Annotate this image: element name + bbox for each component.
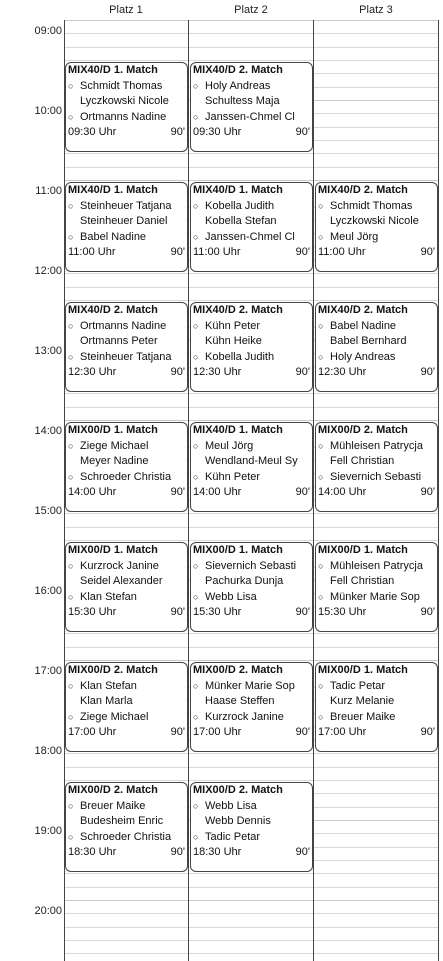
grid-line <box>64 900 439 901</box>
match-card[interactable] <box>65 302 188 392</box>
grid-line <box>64 47 439 48</box>
grid-line <box>64 167 439 168</box>
time-label: 14:00 <box>34 425 62 437</box>
player-name: Tadic Petar <box>330 679 386 692</box>
time-label: 11:00 <box>35 185 62 197</box>
time-label: 09:00 <box>34 25 62 37</box>
match-card[interactable] <box>315 542 438 632</box>
circle-icon: ○ <box>68 440 74 451</box>
match-card[interactable] <box>190 182 313 272</box>
circle-icon: ○ <box>68 231 74 242</box>
grid-line <box>64 940 439 941</box>
umpire-name: Janssen-Chmel Cl <box>205 230 295 243</box>
match-start-time: 12:30 Uhr <box>193 366 242 379</box>
circle-icon: ○ <box>68 711 74 722</box>
match-start-time: 09:30 Uhr <box>68 126 117 139</box>
time-label: 15:00 <box>34 505 62 517</box>
match-start-time: 17:00 Uhr <box>193 726 242 739</box>
match-title: MIX00/D 1. Match <box>318 544 408 556</box>
player-1 <box>318 319 435 335</box>
court-header-3: Platz 3 <box>359 4 393 16</box>
match-title: MIX00/D 1. Match <box>318 664 408 676</box>
match-duration: 90' <box>170 846 185 859</box>
grid-line <box>64 767 439 768</box>
player-2: Klan Marla <box>80 695 133 708</box>
grid-line <box>64 393 439 394</box>
match-duration: 90' <box>170 486 185 499</box>
match-card[interactable] <box>190 422 313 512</box>
player-name: Webb Lisa <box>205 799 257 812</box>
player-2: Seidel Alexander <box>80 575 163 588</box>
match-duration: 90' <box>295 366 310 379</box>
player-2: Babel Bernhard <box>330 335 407 348</box>
player-1 <box>68 679 185 695</box>
umpire <box>68 830 185 846</box>
umpire-name: Holy Andreas <box>330 350 396 363</box>
player-1 <box>193 319 310 335</box>
match-duration: 90' <box>170 366 185 379</box>
circle-icon: ○ <box>193 231 199 242</box>
umpire-name: Babel Nadine <box>80 230 147 243</box>
player-2: Budesheim Enric <box>80 815 164 828</box>
player-name: Ortmanns Nadine <box>80 319 167 332</box>
grid-line <box>64 20 439 21</box>
match-title: MIX00/D 2. Match <box>318 424 408 436</box>
umpire-name: Steinheuer Tatjana <box>80 350 172 363</box>
circle-icon: ○ <box>193 80 199 91</box>
grid-line <box>64 927 439 928</box>
grid-line <box>64 420 439 421</box>
circle-icon: ○ <box>68 200 74 211</box>
umpire <box>193 470 310 486</box>
circle-icon: ○ <box>193 800 199 811</box>
match-duration: 90' <box>420 606 435 619</box>
grid-line <box>64 660 439 661</box>
grid-line <box>64 180 439 181</box>
match-start-time: 17:00 Uhr <box>318 726 367 739</box>
match-start-time: 12:30 Uhr <box>68 366 117 379</box>
match-start-time: 17:00 Uhr <box>68 726 117 739</box>
player-2: Meyer Nadine <box>80 455 149 468</box>
umpire-name: Ziege Michael <box>80 710 149 723</box>
umpire <box>68 350 185 366</box>
umpire-name: Sievernich Sebasti <box>330 470 422 483</box>
circle-icon: ○ <box>68 320 74 331</box>
player-2: Steinheuer Daniel <box>80 215 168 228</box>
circle-icon: ○ <box>193 111 199 122</box>
match-card[interactable] <box>65 782 188 872</box>
match-duration: 90' <box>420 246 435 259</box>
column-divider <box>438 20 439 961</box>
grid-line <box>64 33 439 34</box>
match-duration: 90' <box>295 486 310 499</box>
player-name: Mühleisen Patrycja <box>330 439 423 452</box>
player-name: Ziege Michael <box>80 439 149 452</box>
player-1 <box>193 679 310 695</box>
match-title: MIX40/D 2. Match <box>193 64 283 76</box>
player-name: Sievernich Sebasti <box>205 559 297 572</box>
match-duration: 90' <box>295 606 310 619</box>
column-divider <box>313 20 314 961</box>
match-start-time: 18:30 Uhr <box>193 846 242 859</box>
match-card[interactable] <box>315 662 438 752</box>
match-title: MIX00/D 1. Match <box>193 544 283 556</box>
circle-icon: ○ <box>193 320 199 331</box>
player-name: Meul Jörg <box>205 439 254 452</box>
grid-line <box>64 873 439 874</box>
match-start-time: 15:30 Uhr <box>318 606 367 619</box>
match-title: MIX00/D 1. Match <box>68 544 158 556</box>
player-name: Kurzrock Janine <box>80 559 159 572</box>
player-2: Ortmanns Peter <box>80 335 158 348</box>
time-label: 16:00 <box>34 585 62 597</box>
match-duration: 90' <box>170 126 185 139</box>
match-title: MIX40/D 1. Match <box>193 424 283 436</box>
grid-line <box>64 913 439 914</box>
grid-line <box>64 887 439 888</box>
circle-icon: ○ <box>193 471 199 482</box>
umpire-name: Schroeder Christia <box>80 470 172 483</box>
umpire-name: Kühn Peter <box>205 470 261 483</box>
circle-icon: ○ <box>68 80 74 91</box>
umpire <box>68 230 185 246</box>
match-start-time: 14:00 Uhr <box>193 486 242 499</box>
player-1 <box>318 679 435 695</box>
player-1 <box>193 199 310 215</box>
player-2: Haase Steffen <box>205 695 275 708</box>
umpire-name: Breuer Maike <box>330 710 396 723</box>
player-2: Pachurka Dunja <box>205 575 284 588</box>
umpire <box>318 470 435 486</box>
umpire <box>193 110 310 126</box>
circle-icon: ○ <box>318 440 324 451</box>
circle-icon: ○ <box>193 680 199 691</box>
match-title: MIX40/D 2. Match <box>68 304 158 316</box>
match-start-time: 18:30 Uhr <box>68 846 117 859</box>
umpire <box>193 830 310 846</box>
player-2: Kobella Stefan <box>205 215 277 228</box>
grid-line <box>64 153 439 154</box>
player-1 <box>68 559 185 575</box>
match-title: MIX00/D 2. Match <box>193 784 283 796</box>
circle-icon: ○ <box>318 560 324 571</box>
time-label: 20:00 <box>34 905 62 917</box>
time-label: 19:00 <box>34 825 62 837</box>
player-name: Steinheuer Tatjana <box>80 199 172 212</box>
umpire-name: Münker Marie Sop <box>330 590 420 603</box>
match-start-time: 12:30 Uhr <box>318 366 367 379</box>
match-title: MIX00/D 2. Match <box>193 664 283 676</box>
match-card[interactable] <box>190 542 313 632</box>
grid-line <box>64 540 439 541</box>
umpire <box>318 350 435 366</box>
grid-line <box>64 953 439 954</box>
match-start-time: 14:00 Uhr <box>318 486 367 499</box>
time-label: 13:00 <box>34 345 62 357</box>
player-1 <box>68 439 185 455</box>
court-header-1: Platz 1 <box>109 4 143 16</box>
circle-icon: ○ <box>318 200 324 211</box>
player-2: Kühn Heike <box>205 335 262 348</box>
match-duration: 90' <box>170 726 185 739</box>
umpire-name: Schroeder Christia <box>80 830 172 843</box>
match-duration: 90' <box>295 726 310 739</box>
match-card[interactable] <box>315 182 438 272</box>
grid-line <box>64 407 439 408</box>
player-name: Breuer Maike <box>80 799 146 812</box>
match-duration: 90' <box>295 246 310 259</box>
player-2: Fell Christian <box>330 575 395 588</box>
match-title: MIX40/D 2. Match <box>318 184 408 196</box>
player-name: Babel Nadine <box>330 319 397 332</box>
match-duration: 90' <box>295 126 310 139</box>
match-duration: 90' <box>420 366 435 379</box>
player-1 <box>193 79 310 95</box>
player-name: Klan Stefan <box>80 679 137 692</box>
time-label: 18:00 <box>34 745 62 757</box>
match-card[interactable] <box>315 302 438 392</box>
circle-icon: ○ <box>68 680 74 691</box>
umpire <box>68 710 185 726</box>
match-duration: 90' <box>170 246 185 259</box>
grid-line <box>64 647 439 648</box>
umpire <box>68 590 185 606</box>
player-1 <box>193 559 310 575</box>
player-1 <box>68 79 185 95</box>
umpire <box>193 590 310 606</box>
umpire <box>193 230 310 246</box>
time-label: 17:00 <box>34 665 62 677</box>
grid-line <box>64 633 439 634</box>
player-1 <box>318 199 435 215</box>
match-duration: 90' <box>420 486 435 499</box>
time-label: 12:00 <box>34 265 62 277</box>
grid-line <box>64 513 439 514</box>
match-duration: 90' <box>295 846 310 859</box>
circle-icon: ○ <box>193 591 199 602</box>
umpire-name: Klan Stefan <box>80 590 137 603</box>
umpire <box>318 590 435 606</box>
circle-icon: ○ <box>193 440 199 451</box>
umpire-name: Webb Lisa <box>205 590 257 603</box>
match-title: MIX00/D 2. Match <box>68 664 158 676</box>
grid-line <box>64 273 439 274</box>
circle-icon: ○ <box>318 711 324 722</box>
match-start-time: 11:00 Uhr <box>68 246 116 259</box>
match-duration: 90' <box>170 606 185 619</box>
time-label: 10:00 <box>34 105 62 117</box>
circle-icon: ○ <box>68 831 74 842</box>
match-card[interactable] <box>65 542 188 632</box>
player-name: Münker Marie Sop <box>205 679 295 692</box>
circle-icon: ○ <box>193 351 199 362</box>
player-1 <box>318 559 435 575</box>
match-start-time: 11:00 Uhr <box>318 246 366 259</box>
umpire-name: Meul Jörg <box>330 230 379 243</box>
player-1 <box>68 199 185 215</box>
player-name: Schmidt Thomas <box>330 199 413 212</box>
match-title: MIX40/D 1. Match <box>68 64 158 76</box>
match-title: MIX40/D 2. Match <box>193 304 283 316</box>
circle-icon: ○ <box>68 471 74 482</box>
umpire-name: Kobella Judith <box>205 350 275 363</box>
circle-icon: ○ <box>68 800 74 811</box>
match-start-time: 15:30 Uhr <box>68 606 117 619</box>
circle-icon: ○ <box>318 351 324 362</box>
circle-icon: ○ <box>318 320 324 331</box>
circle-icon: ○ <box>68 351 74 362</box>
player-2: Wendland-Meul Sy <box>205 455 298 468</box>
circle-icon: ○ <box>193 200 199 211</box>
match-card[interactable] <box>190 62 313 152</box>
match-card[interactable] <box>65 182 188 272</box>
grid-line <box>64 60 439 61</box>
player-2: Lyczkowski Nicole <box>80 95 169 108</box>
circle-icon: ○ <box>318 471 324 482</box>
player-name: Kühn Peter <box>205 319 261 332</box>
player-2: Lyczkowski Nicole <box>330 215 419 228</box>
match-start-time: 11:00 Uhr <box>193 246 241 259</box>
umpire <box>193 350 310 366</box>
player-1 <box>193 799 310 815</box>
match-card[interactable] <box>315 422 438 512</box>
player-name: Mühleisen Patrycja <box>330 559 423 572</box>
umpire-name: Kurzrock Janine <box>205 710 284 723</box>
match-title: MIX40/D 2. Match <box>318 304 408 316</box>
circle-icon: ○ <box>68 111 74 122</box>
umpire <box>193 710 310 726</box>
circle-icon: ○ <box>68 591 74 602</box>
player-2: Webb Dennis <box>205 815 271 828</box>
circle-icon: ○ <box>318 591 324 602</box>
umpire <box>318 710 435 726</box>
circle-icon: ○ <box>193 711 199 722</box>
match-card[interactable] <box>65 422 188 512</box>
umpire <box>68 110 185 126</box>
grid-line <box>64 753 439 754</box>
circle-icon: ○ <box>318 231 324 242</box>
player-1 <box>193 439 310 455</box>
grid-line <box>64 287 439 288</box>
column-divider <box>188 20 189 961</box>
match-duration: 90' <box>420 726 435 739</box>
match-card[interactable] <box>190 662 313 752</box>
player-name: Holy Andreas <box>205 79 271 92</box>
circle-icon: ○ <box>318 680 324 691</box>
match-title: MIX40/D 1. Match <box>68 184 158 196</box>
match-card[interactable] <box>65 62 188 152</box>
match-title: MIX40/D 1. Match <box>193 184 283 196</box>
player-1 <box>318 439 435 455</box>
circle-icon: ○ <box>193 560 199 571</box>
umpire <box>318 230 435 246</box>
court-header-2: Platz 2 <box>234 4 268 16</box>
player-2: Schultess Maja <box>205 95 280 108</box>
player-2: Fell Christian <box>330 455 395 468</box>
player-name: Schmidt Thomas <box>80 79 163 92</box>
circle-icon: ○ <box>68 560 74 571</box>
grid-line <box>64 527 439 528</box>
circle-icon: ○ <box>193 831 199 842</box>
match-card[interactable] <box>65 662 188 752</box>
umpire-name: Janssen-Chmel Cl <box>205 110 295 123</box>
player-1 <box>68 799 185 815</box>
grid-line <box>64 300 439 301</box>
player-1 <box>68 319 185 335</box>
match-card[interactable] <box>190 782 313 872</box>
umpire-name: Tadic Petar <box>205 830 261 843</box>
match-title: MIX00/D 1. Match <box>68 424 158 436</box>
match-start-time: 14:00 Uhr <box>68 486 117 499</box>
umpire-name: Ortmanns Nadine <box>80 110 167 123</box>
match-start-time: 15:30 Uhr <box>193 606 242 619</box>
match-title: MIX00/D 2. Match <box>68 784 158 796</box>
player-name: Kobella Judith <box>205 199 275 212</box>
umpire <box>68 470 185 486</box>
match-card[interactable] <box>190 302 313 392</box>
match-start-time: 09:30 Uhr <box>193 126 242 139</box>
player-2: Kurz Melanie <box>330 695 395 708</box>
grid-line <box>64 780 439 781</box>
